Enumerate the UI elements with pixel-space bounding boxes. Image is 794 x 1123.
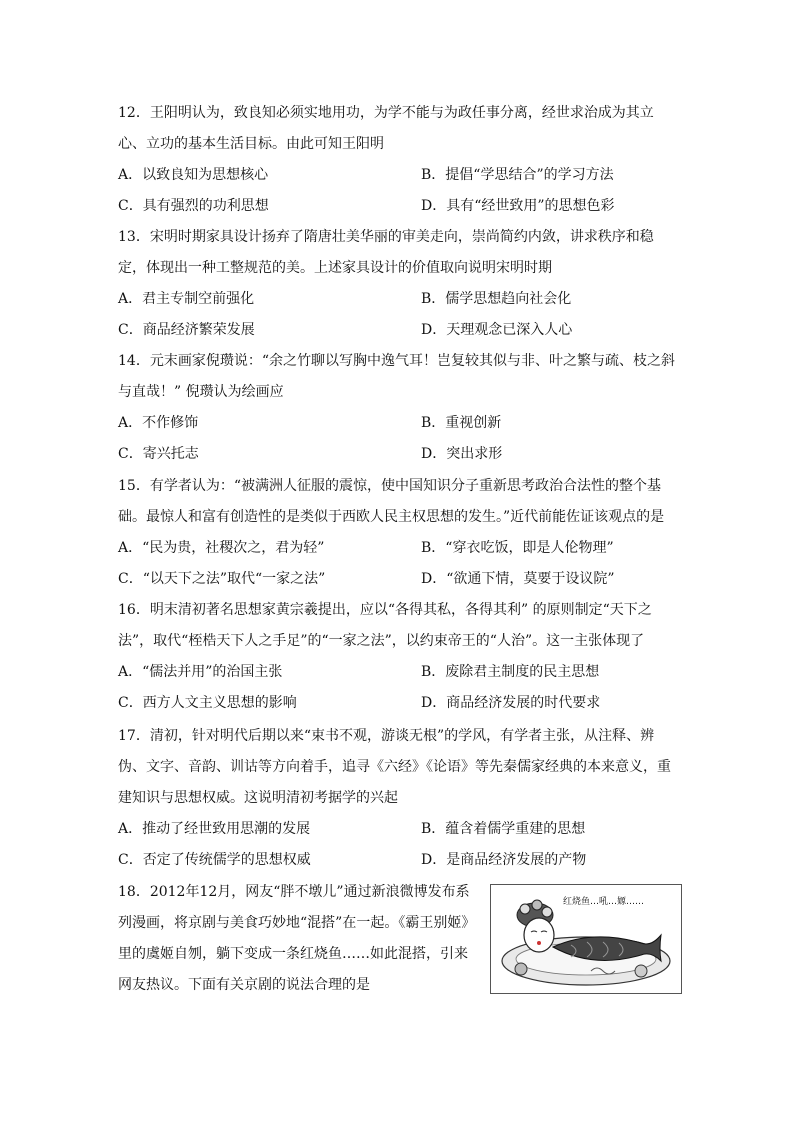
question-15 <box>118 471 680 595</box>
question-13 <box>118 222 680 346</box>
option-b: B．提倡“学思结合”的学习方法 <box>421 167 614 183</box>
options-row <box>118 439 680 470</box>
options-row <box>118 191 680 222</box>
option-a: A．“民为贵，社稷次之，君为轻” <box>118 540 325 556</box>
question-stem: 14．元末画家倪瓒说：“余之竹聊以写胸中逸气耳！岂复较其似与非、叶之繁与疏、枝之斜与直哉！” 倪瓒认为绘画应 <box>118 353 675 400</box>
options-row <box>118 657 680 688</box>
option-c: C．西方人文主义思想的影响 <box>118 695 297 711</box>
option-c: C．商品经济繁荣发展 <box>118 322 255 338</box>
option-c: C．“以天下之法”取代“一家之法” <box>118 571 326 587</box>
option-b: B．重视创新 <box>421 415 502 431</box>
option-a: A．以致良知为思想核心 <box>118 167 269 183</box>
question-14 <box>118 346 680 470</box>
option-c: C．寄兴托志 <box>118 446 199 462</box>
question-stem: 15．有学者认为：“被满洲人征服的震惊，使中国知识分子重新思考政治合法性的整个基础。最惊人和富有创造性的是类似于西欧人民主权思想的发生。”近代前能佐证该观点的是 <box>118 478 665 525</box>
option-c: C．否定了传统儒学的思想权威 <box>118 852 311 868</box>
option-b: B．“穿衣吃饭，即是人伦物理” <box>421 540 614 556</box>
options-row <box>118 533 680 564</box>
question-stem: 13．宋明时期家具设计扬弃了隋唐壮美华丽的审美走向，崇尚简约内敛，讲求秩序和稳定，体现出一种工整规范的美。上述家具设计的价值取向说明宋明时期 <box>118 229 654 276</box>
options-row <box>118 408 680 439</box>
question-stem: 17．清初，针对明代后期以来“束书不观，游谈无根”的学风，有学者主张，从注释、辨伪、文字、音韵、训诂等方向着手，追寻《六经》《论语》等先秦儒家经典的本来意义，重建知识与思想权威。这说明清初考据学的兴起 <box>118 728 671 806</box>
question-16 <box>118 595 680 719</box>
option-a: A．不作修饰 <box>118 415 199 431</box>
option-d: D．天理观念已深入人心 <box>421 322 573 338</box>
options-row <box>118 564 680 595</box>
question-stem: 12．王阳明认为，致良知必须实地用功，为学不能与为政任事分离，经世求治成为其立心、立功的基本生活目标。由此可知王阳明 <box>118 105 654 152</box>
option-d: D．突出求形 <box>421 446 503 462</box>
options-row <box>118 814 680 845</box>
option-d: D．商品经济发展的时代要求 <box>421 695 601 711</box>
question-12 <box>118 98 680 222</box>
option-d: D．“欲通下情，莫要于设议院” <box>421 571 615 587</box>
option-d: D．具有“经世致用”的思想色彩 <box>421 198 615 214</box>
options-row <box>118 284 680 315</box>
options-row <box>118 845 680 876</box>
option-a: A．君主专制空前强化 <box>118 291 255 307</box>
question-17 <box>118 721 680 876</box>
question-stem: 16．明末清初著名思想家黄宗羲提出，应以“各得其私，各得其利” 的原则制定“天下之法”，取代“桎梏天下人之手足”的“一家之法”，以约束帝王的“人治”。这一主张体现了 <box>118 602 652 649</box>
option-a: A．“儒法并用”的治国主张 <box>118 664 283 680</box>
option-a: A．推动了经世致用思潮的发展 <box>118 821 311 837</box>
option-b: B．蕴含着儒学重建的思想 <box>421 821 586 837</box>
option-d: D．是商品经济发展的产物 <box>421 852 587 868</box>
options-row <box>118 315 680 346</box>
question-18-stem: 18．2012年12月，网友“胖不墩儿”通过新浪微博发布系列漫画，将京剧与美食巧妙地“混搭”在一起。《霸王别姬》里的虞姬自刎，躺下变成一条红烧鱼……如此混搭，引来网友热议。下面有关京剧的说法合理的是 <box>118 884 476 993</box>
comic-caption: 红烧鱼…吼…嫄…… <box>563 897 645 907</box>
option-c: C．具有强烈的功利思想 <box>118 198 269 214</box>
option-b: B．儒学思想趋向社会化 <box>421 291 572 307</box>
comic-illustration <box>490 884 682 994</box>
options-row <box>118 160 680 191</box>
option-b: B．废除君主制度的民主思想 <box>421 664 600 680</box>
options-row <box>118 688 680 719</box>
